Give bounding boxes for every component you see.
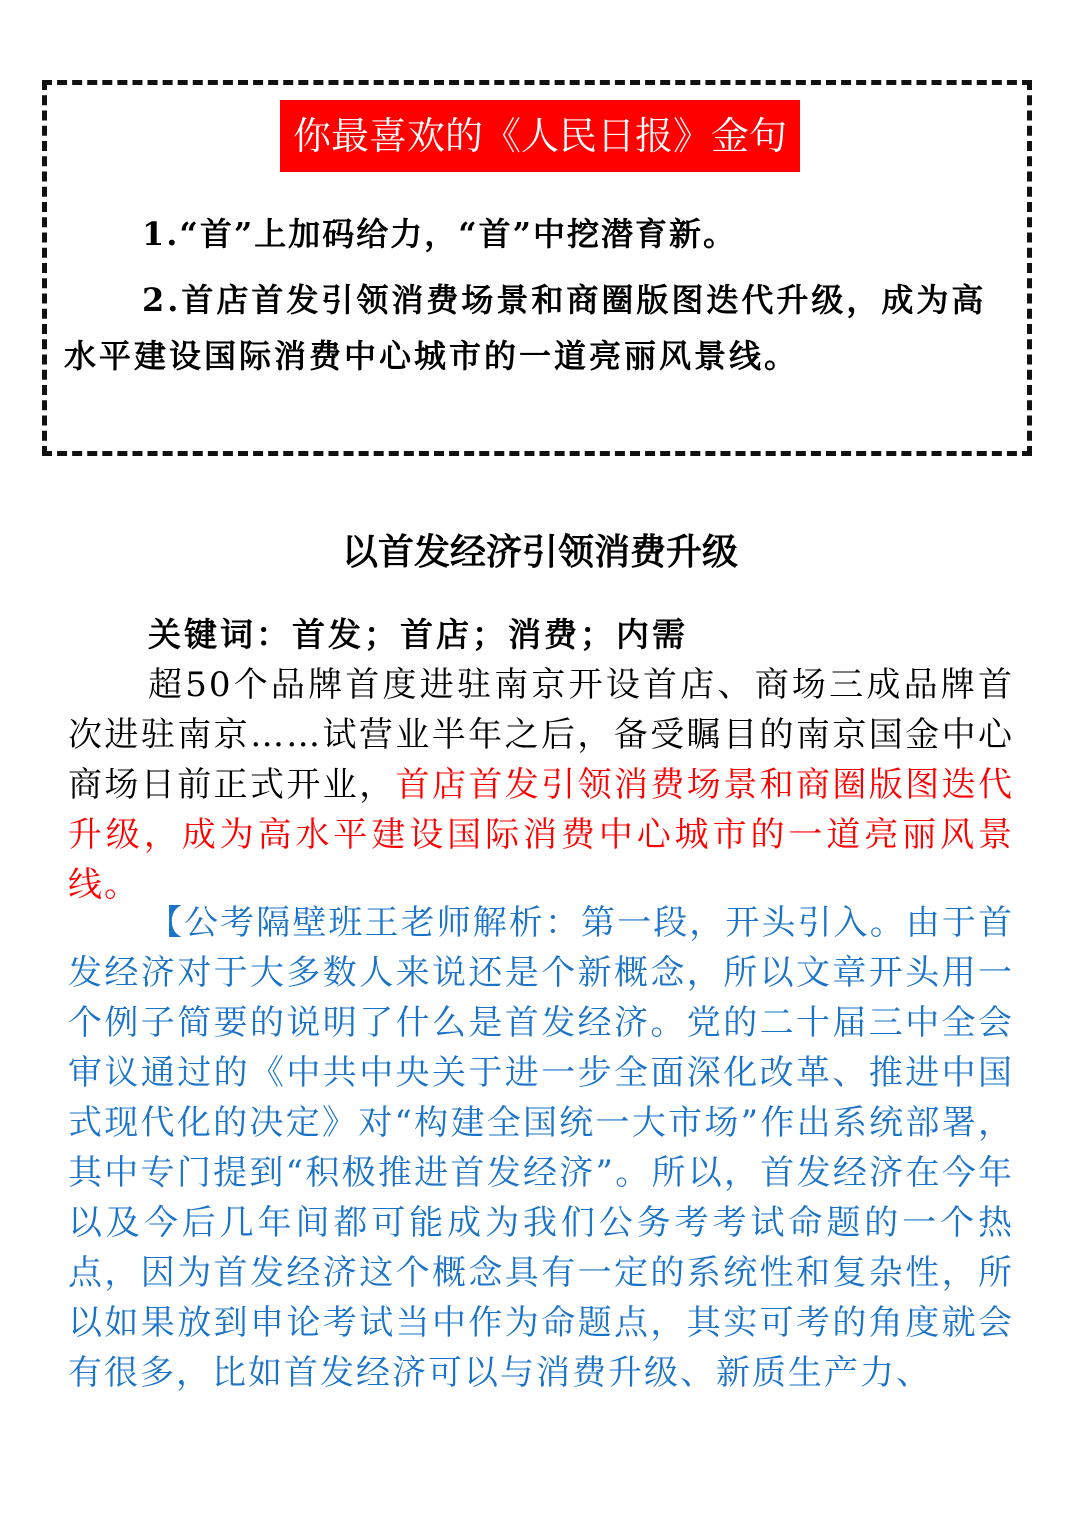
- quote-box-title: 你最喜欢的《人民日报》金句: [280, 100, 800, 172]
- paragraph-1-text: 超50个品牌首度进驻南京开设首店、商场三成品牌首次进驻南京……试营业半年之后，备受瞩目的南京国金中心商场日前正式开业，: [68, 665, 1014, 805]
- quote-line-2: 2.首店首发引领消费场景和商圈版图迭代升级，成为高水平建设国际消费中心城市的一道亮丽风景线。: [64, 281, 987, 375]
- keywords-line: 关键词：首发；首店；消费；内需: [148, 615, 688, 654]
- paragraph-1: [68, 660, 1014, 910]
- quote-line-1: 1.“首”上加码给力，“首”中挖潜育新。: [142, 215, 738, 253]
- article-title: 以首发经济引领消费升级: [341, 531, 738, 573]
- paragraph-1-highlight: 首店首发引领消费场景和商圈版图迭代升级，成为高水平建设国际消费中心城市的一道亮丽风景线。: [68, 765, 1015, 905]
- analysis-paragraph: 【公考隔壁班王老师解析：第一段，开头引入。由于首发经济对于大多数人来说还是个新概念，所以文章开头用一个例子简要的说明了什么是首发经济。党的二十届三中全会审议通过的《中共中央关于进一步全面深化改革、推进中国式现代化的决定》对“构建全国统一大市场”作出系统部署，其中专门提到“积极推进首发经济”。所以，首发经济在今年以及今后几年间都可能成为我们公务考考试命题的一个热点，因为首发经济这个概念具有一定的系统性和复杂性，所以如果放到申论考试当中作为命题点，其实可考的角度就会有很多，比如首发经济可以与消费升级、新质生产力、: [68, 903, 1014, 1393]
